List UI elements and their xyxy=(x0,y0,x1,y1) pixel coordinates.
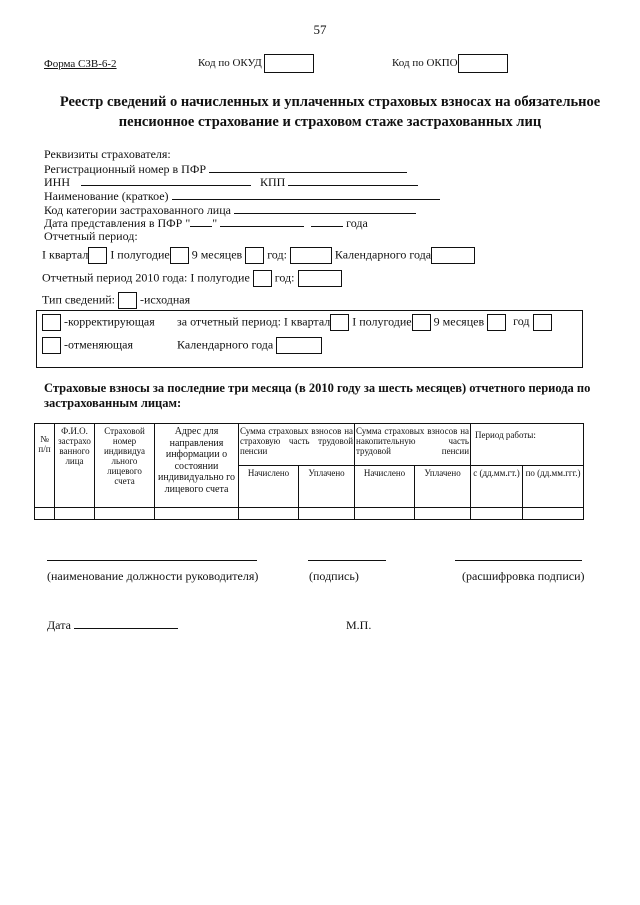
category-label: Код категории застрахованного лица xyxy=(44,203,231,217)
name-row xyxy=(44,188,440,203)
position-caption: (наименование должности руководителя) xyxy=(47,569,259,583)
page-number: 57 xyxy=(313,22,327,37)
date-field[interactable] xyxy=(74,618,178,629)
okud-input[interactable] xyxy=(264,54,314,73)
corrective-9m-label: 9 месяцев xyxy=(433,314,485,329)
period-year-box[interactable] xyxy=(290,247,332,264)
table-cell[interactable] xyxy=(415,508,471,520)
period-h1-box[interactable] xyxy=(170,247,189,264)
info-cancelling-label: -отменяющая xyxy=(64,337,133,352)
col-address: Адрес для направления информации о состоянии индивидуально го лицевого счета xyxy=(155,424,239,508)
period-2010-label: Отчетный период 2010 года: I полугодие xyxy=(42,270,250,285)
col-num: № п/п xyxy=(35,424,55,508)
table-cell[interactable] xyxy=(523,508,584,520)
signature-line[interactable] xyxy=(308,560,386,561)
info-corrective-box[interactable] xyxy=(42,314,61,331)
period-2010-h1-box[interactable] xyxy=(253,270,272,287)
table-cell[interactable] xyxy=(471,508,523,520)
col-labor: Сумма страховых взносов на страховую часть трудовой пенсии xyxy=(239,424,355,466)
okpo-input[interactable] xyxy=(458,54,508,73)
period-calendar-label: Календарного года xyxy=(334,247,432,262)
table-cell[interactable] xyxy=(95,508,155,520)
signature-caption: (подпись) xyxy=(309,569,359,583)
col-snils: Страховой номер индивидуа льного лицевого счета xyxy=(95,424,155,508)
col-funded-paid: Уплачено xyxy=(415,466,471,508)
stamp-label: М.П. xyxy=(346,618,372,632)
col-work-from: с (дд.мм.гт.) xyxy=(471,466,523,508)
table-cell[interactable] xyxy=(239,508,299,520)
date-year-field[interactable] xyxy=(311,215,343,227)
document-title xyxy=(30,92,630,132)
info-type-row xyxy=(42,292,190,309)
col-funded-accrued: Начислено xyxy=(355,466,415,508)
period-9m-label: 9 месяцев xyxy=(191,247,243,262)
table-row xyxy=(35,508,584,520)
corrective-h1-box[interactable] xyxy=(412,314,431,331)
date-day-field[interactable] xyxy=(190,215,212,227)
period-row xyxy=(42,247,475,264)
inn-kpp-row xyxy=(44,174,418,189)
col-fio: Ф.И.О. застрахо ванного лица xyxy=(55,424,95,508)
reg-number-label: Регистрационный номер в ПФР xyxy=(44,162,206,176)
section-title: Страховые взносы за последние три месяца (в 2010 году за шесть месяцев) отчетного периода по застрахованным лицам: xyxy=(44,381,591,410)
table-cell[interactable] xyxy=(355,508,415,520)
date-label: Дата xyxy=(47,618,71,632)
date-pfr-label: Дата представления в ПФР " xyxy=(44,216,191,230)
cancelling-calendar-box[interactable] xyxy=(276,337,322,354)
corrective-for-period-label: за отчетный период: I квартал xyxy=(177,314,331,329)
info-initial-box[interactable] xyxy=(118,292,137,309)
cancelling-row xyxy=(42,337,133,354)
cancelling-calendar-label: Календарного года xyxy=(177,337,274,352)
corrective-q1-box[interactable] xyxy=(330,314,349,331)
title-line-2: пенсионное страхование и страховом стаже застрахованных лиц xyxy=(118,114,542,130)
period-year-label: год: xyxy=(267,247,287,262)
name-field[interactable] xyxy=(172,188,440,200)
info-cancelling-box[interactable] xyxy=(42,337,61,354)
okpo-label: Код по ОКПО xyxy=(392,57,458,70)
insurer-heading: Реквизиты страхователя: xyxy=(44,147,171,161)
table-cell[interactable] xyxy=(299,508,355,520)
col-work-to: по (дд.мм.ггг.) xyxy=(523,466,584,508)
okpo-group xyxy=(392,54,508,73)
kpp-field[interactable] xyxy=(288,174,418,186)
position-line[interactable] xyxy=(47,560,257,561)
period-q1-box[interactable] xyxy=(88,247,107,264)
col-funded: Сумма страховых взносов на накопительную часть трудовой пенсии xyxy=(355,424,471,466)
col-labor-accrued: Начислено xyxy=(239,466,299,508)
year-suffix: года xyxy=(346,216,368,230)
inn-label: ИНН xyxy=(44,175,70,189)
period-2010-row xyxy=(42,270,342,287)
cancelling-calendar-row xyxy=(177,337,322,354)
table-cell[interactable] xyxy=(155,508,239,520)
corrective-h1-label: I полугодие xyxy=(352,314,412,329)
kpp-label: КПП xyxy=(260,175,286,189)
period-2010-year-label: год: xyxy=(274,270,295,285)
table-cell[interactable] xyxy=(55,508,95,520)
date-row xyxy=(44,215,368,230)
corrective-period-row xyxy=(177,314,552,331)
date-month-field[interactable] xyxy=(220,215,304,227)
okud-label: Код по ОКУД xyxy=(198,57,262,70)
inn-field[interactable] xyxy=(81,174,251,186)
date-quote: " xyxy=(212,216,218,230)
info-corrective-label: -корректирующая xyxy=(64,314,155,329)
corrective-row xyxy=(42,314,155,331)
col-work: Период работы: xyxy=(471,424,584,466)
title-line-1: Реестр сведений о начисленных и уплаченных страховых взносах на обязательное xyxy=(59,94,601,110)
corrective-9m-box[interactable] xyxy=(487,314,506,331)
okud-group xyxy=(198,54,314,73)
name-label: Наименование (краткое) xyxy=(44,189,169,203)
corrective-year-box[interactable] xyxy=(533,314,552,331)
form-label: Форма СЗВ-6-2 xyxy=(44,58,117,70)
period-q1-label: I квартал xyxy=(42,247,89,262)
contributions-table xyxy=(34,423,584,520)
date-caption xyxy=(47,618,178,633)
period-heading: Отчетный период: xyxy=(44,229,138,243)
period-9m-box[interactable] xyxy=(245,247,264,264)
col-labor-paid: Уплачено xyxy=(299,466,355,508)
table-cell[interactable] xyxy=(35,508,55,520)
info-initial-label: -исходная xyxy=(140,292,191,307)
info-type-label: Тип сведений: xyxy=(42,292,115,307)
reg-number-field[interactable] xyxy=(209,161,407,173)
period-2010-year-box[interactable] xyxy=(298,270,342,287)
decoding-caption: (расшифровка подписи) xyxy=(462,569,585,583)
decoding-line[interactable] xyxy=(455,560,582,561)
period-calendar-box[interactable] xyxy=(431,247,475,264)
corrective-year-label: год xyxy=(513,314,530,329)
period-h1-label: I полугодие xyxy=(110,247,170,262)
category-field[interactable] xyxy=(234,202,416,214)
